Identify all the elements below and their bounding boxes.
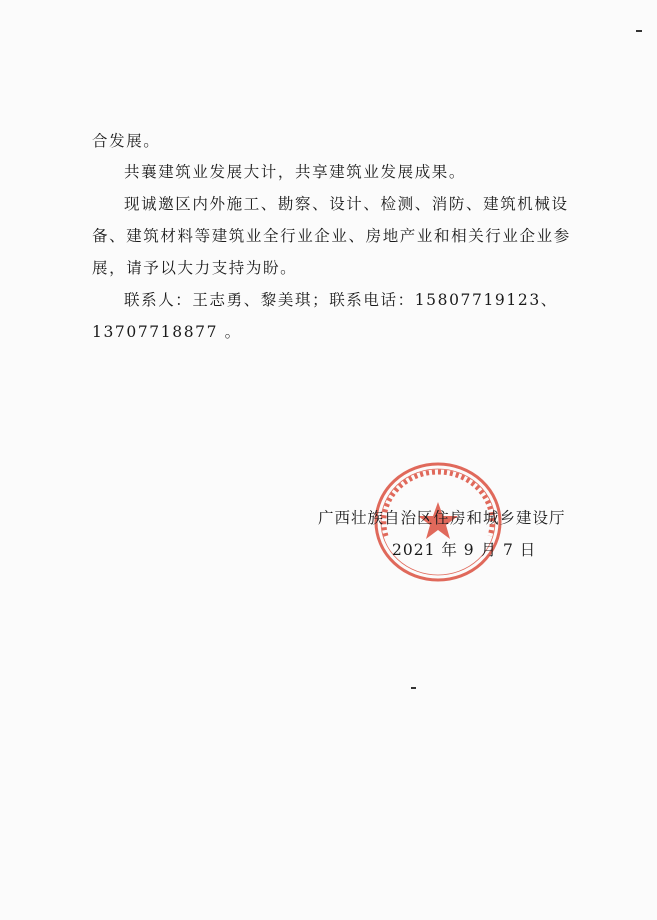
- scan-speck: [411, 687, 416, 689]
- issue-date: 2021 年 9 月 7 日: [392, 541, 537, 559]
- issuing-organization: 广西壮族自治区住房和城乡建设厅: [318, 509, 566, 527]
- body-line-1: 合发展。: [92, 132, 161, 150]
- body-line-4: 备、建筑材料等建筑业全行业企业、房地产业和相关行业企业参: [92, 227, 571, 245]
- body-line-3: 现诚邀区内外施工、勘察、设计、检测、消防、建筑机械设: [124, 195, 569, 213]
- body-line-5: 展，请予以大力支持为盼。: [92, 259, 298, 277]
- contact-line: 联系人：王志勇、黎美琪；联系电话：15807719123、: [124, 291, 558, 309]
- contact-line-2: 13707718877 。: [92, 323, 242, 341]
- scan-mark: [636, 30, 642, 32]
- body-line-2: 共襄建筑业发展大计，共享建筑业发展成果。: [124, 163, 467, 181]
